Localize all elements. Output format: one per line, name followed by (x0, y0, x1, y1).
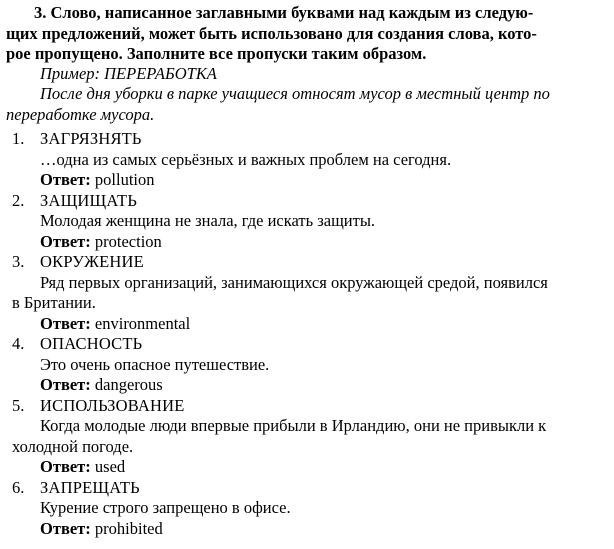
answer-label: Ответ: (40, 518, 91, 538)
exercise-items (0, 129, 614, 539)
answer-label: Ответ: (40, 170, 91, 189)
answer-value: protection (94, 231, 162, 251)
exercise-item-1 (0, 129, 614, 191)
item-keyword: ЗАПРЕЩАТЬ (40, 477, 140, 497)
item-keyword: ЗАГРЯЗНЯТЬ (40, 129, 142, 148)
item-number: 3. (12, 252, 25, 271)
exercise-item-5 (0, 396, 614, 478)
task-line: 3. Слово, написанное заглавными буквами над каждым из следую- (34, 3, 534, 22)
item-keyword: ОКРУЖЕНИЕ (40, 252, 144, 271)
item-sentence-line: Когда молодые люди впервые прибыли в Ирландию, они не привыкли к (40, 416, 547, 435)
example-label: Пример: ПЕРЕРАБОТКА (40, 64, 217, 83)
item-keyword: ОПАСНОСТЬ (40, 334, 143, 353)
item-keyword: ЗАЩИЩАТЬ (40, 190, 138, 210)
item-number: 1. (12, 129, 25, 148)
item-number: 2. (12, 190, 25, 210)
item-sentence-line: Ряд первых организаций, занимающихся окружающей средой, появился (40, 272, 548, 292)
answer-value: used (94, 457, 126, 476)
answer-value: prohibited (94, 518, 163, 538)
answer-value: environmental (94, 313, 191, 333)
item-number: 4. (12, 334, 25, 353)
answer-value: pollution (94, 170, 155, 189)
item-keyword: ИСПОЛЬЗОВАНИЕ (40, 395, 185, 415)
task-line: рое пропущено. Заполните все пропуски таким образом. (6, 44, 427, 63)
answer-label: Ответ: (40, 457, 91, 476)
example-line: переработке мусора. (6, 104, 155, 124)
item-sentence (12, 273, 600, 314)
item-sentence: …одна из самых серьёзных и важных проблем на сегодня. (40, 149, 452, 169)
item-answer (0, 375, 614, 396)
item-sentence: Это очень опасное путешествие. (40, 354, 270, 374)
item-sentence-line: в Британии. (12, 293, 96, 312)
answer-label: Ответ: (40, 375, 91, 394)
item-sentence: Курение строго запрещено в офисе. (40, 498, 291, 517)
item-sentence-line: холодной погоде. (12, 436, 134, 456)
item-answer (0, 170, 614, 191)
item-answer (0, 314, 614, 335)
task-instructions (6, 3, 606, 65)
example-line: После дня уборки в парке учащиеся относят мусор в местный центр по (40, 84, 550, 103)
item-answer (0, 232, 614, 253)
item-number: 5. (12, 395, 25, 415)
answer-label: Ответ: (40, 313, 91, 333)
example-sentence (6, 84, 606, 125)
item-number: 6. (12, 477, 25, 497)
exercise-item-3 (0, 252, 614, 334)
item-answer (0, 519, 614, 540)
task-line: щих предложений, может быть использовано для создания слова, кото- (6, 23, 537, 43)
exercise-item-2 (0, 191, 614, 253)
item-sentence (12, 416, 600, 457)
answer-value: dangerous (94, 375, 163, 394)
answer-label: Ответ: (40, 231, 91, 251)
exercise-item-6 (0, 478, 614, 540)
exercise-item-4 (0, 334, 614, 396)
item-sentence: Молодая женщина не знала, где искать защиты. (40, 211, 376, 230)
item-answer (0, 457, 614, 478)
